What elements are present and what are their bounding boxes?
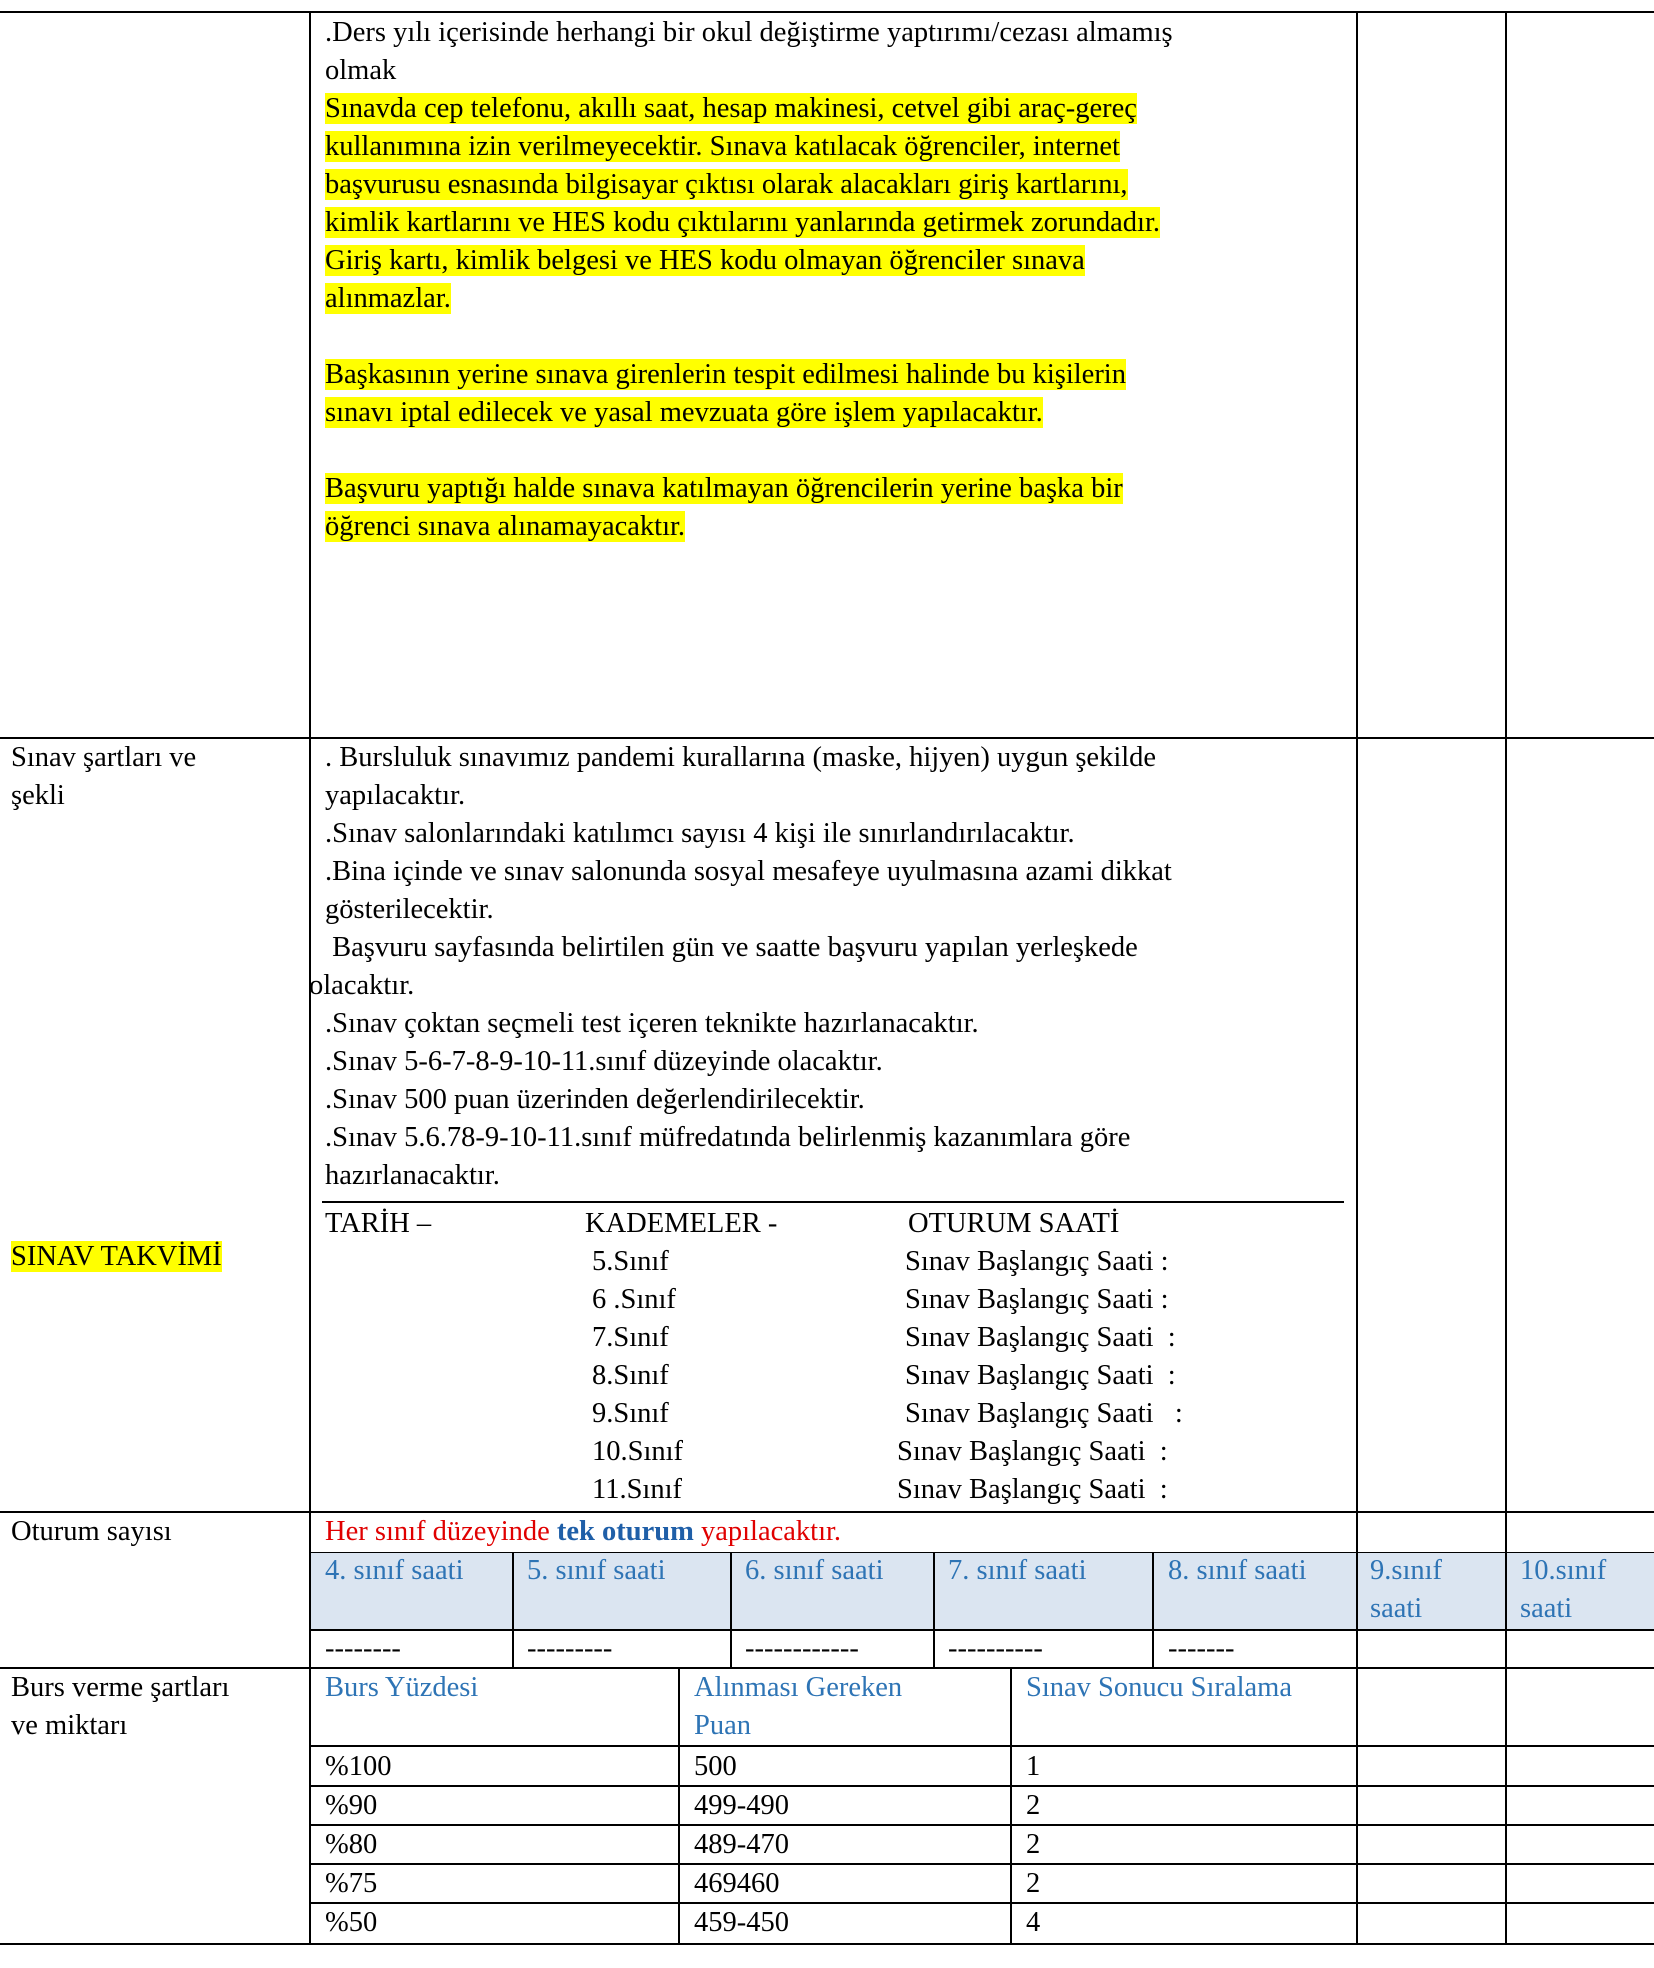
cell-siralama: 2 <box>1026 1829 1041 1860</box>
takvim-label <box>11 1238 222 1276</box>
eligibility-text <box>325 14 1173 546</box>
highlight-block-2 <box>325 356 1173 432</box>
label-line: ve miktarı <box>11 1710 128 1741</box>
highlight-line: Giriş kartı, kimlik belgesi ve HES kodu olmayan öğrenciler sınava <box>325 245 1085 276</box>
highlight-line: kimlik kartlarını ve HES kodu çıktılarını yanlarında getirmek zorundadır. <box>325 207 1160 238</box>
schedule-grade: 7.Sınıf <box>592 1322 669 1353</box>
condition-line: . Bursluluk sınavımız pandemi kurallarına (maske, hijyen) uygun şekilde <box>325 742 1157 773</box>
condition-line: gösterilecektir. <box>325 894 494 925</box>
highlight-line: öğrenci sınava alınamayacaktır. <box>325 511 686 542</box>
header-burs-yuzdesi: Burs Yüzdesi <box>325 1672 479 1703</box>
highlight-line: sınavı iptal edilecek ve yasal mevzuata göre işlem yapılacaktır. <box>325 397 1043 428</box>
cell-siralama: 2 <box>1026 1790 1041 1821</box>
schedule-header-oturum: OTURUM SAATİ <box>908 1208 1120 1239</box>
col-header-8-sinif: 8. sınıf saati <box>1168 1555 1307 1586</box>
highlight-line: başvurusu esnasında bilgisayar çıktısı olarak alacakları giriş kartlarını, <box>325 169 1128 200</box>
highlight-block-1 <box>325 90 1173 318</box>
schedule-header-tarih: TARİH – <box>325 1208 432 1239</box>
label-line: Burs verme şartları <box>11 1672 230 1703</box>
schedule-time: Sınav Başlangıç Saati : <box>905 1246 1169 1277</box>
session-sentence-part2: tek oturum <box>556 1516 694 1547</box>
schedule-time: Sınav Başlangıç Saati : <box>897 1436 1168 1467</box>
scholarship-label <box>11 1669 229 1745</box>
cell-puan: 499-490 <box>694 1790 789 1821</box>
eligibility-line-b: olmak <box>325 55 397 86</box>
highlight-line: alınmazlar. <box>325 283 451 314</box>
takvim-label-text: SINAV TAKVİMİ <box>11 1241 222 1272</box>
cell-siralama: 4 <box>1026 1907 1041 1938</box>
label-line: Sınav şartları ve <box>11 742 197 773</box>
dash-placeholder: ------- <box>1168 1633 1235 1664</box>
session-count-label: Oturum sayısı <box>11 1516 172 1547</box>
cell-siralama: 2 <box>1026 1868 1041 1899</box>
cell-yuzde: %90 <box>325 1790 378 1821</box>
cell-yuzde: %80 <box>325 1829 378 1860</box>
col-header-10-sinif <box>1520 1552 1606 1628</box>
dash-placeholder: --------- <box>527 1633 613 1664</box>
schedule-time: Sınav Başlangıç Saati : <box>897 1474 1168 1505</box>
schedule-time: Sınav Başlangıç Saati : <box>905 1322 1176 1353</box>
header-line: Puan <box>694 1710 751 1741</box>
cell-yuzde: %50 <box>325 1907 378 1938</box>
condition-line: .Sınav 5-6-7-8-9-10-11.sınıf düzeyinde olacaktır. <box>325 1046 883 1077</box>
col-header-line: saati <box>1520 1593 1573 1624</box>
condition-line: .Sınav çoktan seçmeli test içeren teknikte hazırlanacaktır. <box>325 1008 979 1039</box>
highlight-line: Başkasının yerine sınava girenlerin tespit edilmesi halinde bu kişilerin <box>325 359 1126 390</box>
schedule-grade: 6 .Sınıf <box>592 1284 676 1315</box>
col-header-9-sinif <box>1370 1552 1442 1628</box>
cell-puan: 469460 <box>694 1868 780 1899</box>
schedule-grade: 10.Sınıf <box>592 1436 684 1467</box>
condition-line: olacaktır. <box>309 970 415 1001</box>
cell-siralama: 1 <box>1026 1751 1041 1782</box>
condition-line: .Bina içinde ve sınav salonunda sosyal mesafeye uyulmasına azami dikkat <box>325 856 1172 887</box>
condition-line: .Sınav 500 puan üzerinden değerlendirilecektir. <box>325 1084 865 1115</box>
condition-line: .Sınav 5.6.78-9-10-11.sınıf müfredatında belirlenmiş kazanımlara göre <box>325 1122 1131 1153</box>
condition-line: yapılacaktır. <box>325 780 466 811</box>
condition-line: .Sınav salonlarındaki katılımcı sayısı 4 kişi ile sınırlandırılacaktır. <box>325 818 1075 849</box>
col-header-5-sinif: 5. sınıf saati <box>527 1555 666 1586</box>
schedule-grade: 11.Sınıf <box>592 1474 682 1505</box>
schedule-time: Sınav Başlangıç Saati : <box>905 1360 1176 1391</box>
highlight-block-3 <box>325 470 1173 546</box>
session-sentence <box>325 1513 841 1551</box>
col-header-6-sinif: 6. sınıf saati <box>745 1555 884 1586</box>
highlight-line: Sınavda cep telefonu, akıllı saat, hesap makinesi, cetvel gibi araç-gereç <box>325 93 1137 124</box>
highlight-line: Başvuru yaptığı halde sınava katılmayan öğrencilerin yerine başka bir <box>325 473 1123 504</box>
cell-yuzde: %100 <box>325 1751 392 1782</box>
col-header-4-sinif: 4. sınıf saati <box>325 1555 464 1586</box>
cell-puan: 500 <box>694 1751 737 1782</box>
highlight-line: kullanımına izin verilmeyecektir. Sınava katılacak öğrenciler, internet <box>325 131 1120 162</box>
cell-yuzde: %75 <box>325 1868 378 1899</box>
condition-line: Başvuru sayfasında belirtilen gün ve saatte başvuru yapılan yerleşkede <box>325 932 1138 963</box>
col-header-7-sinif: 7. sınıf saati <box>948 1555 1087 1586</box>
header-line: Alınması Gereken <box>694 1672 903 1703</box>
col-header-line: 10.sınıf <box>1520 1555 1607 1586</box>
schedule-time: Sınav Başlangıç Saati : <box>905 1284 1169 1315</box>
condition-line: hazırlanacaktır. <box>325 1160 500 1191</box>
dash-placeholder: ------------ <box>745 1633 859 1664</box>
cell-puan: 459-450 <box>694 1907 789 1938</box>
eligibility-line-a: .Ders yılı içerisinde herhangi bir okul değiştirme yaptırımı/cezası almamış <box>325 17 1173 48</box>
schedule-grade: 5.Sınıf <box>592 1246 669 1277</box>
schedule-header-kademeler: KADEMELER - <box>585 1208 778 1239</box>
col-header-line: 9.sınıf <box>1370 1555 1443 1586</box>
exam-conditions-text <box>309 739 1172 1195</box>
schedule-time: Sınav Başlangıç Saati : <box>905 1398 1183 1429</box>
dash-placeholder: ---------- <box>948 1633 1043 1664</box>
col-header-line: saati <box>1370 1593 1423 1624</box>
schedule-grade: 8.Sınıf <box>592 1360 669 1391</box>
header-alinmasi-gereken-puan <box>694 1669 902 1745</box>
header-sinav-sonucu-siralama: Sınav Sonucu Sıralama <box>1026 1672 1292 1703</box>
exam-conditions-label <box>11 739 196 815</box>
dash-placeholder: -------- <box>325 1633 401 1664</box>
session-sentence-part1: Her sınıf düzeyinde <box>325 1516 557 1547</box>
cell-puan: 489-470 <box>694 1829 789 1860</box>
schedule-grade: 9.Sınıf <box>592 1398 669 1429</box>
session-sentence-part3: yapılacaktır. <box>693 1516 842 1547</box>
label-line: şekli <box>11 780 65 811</box>
